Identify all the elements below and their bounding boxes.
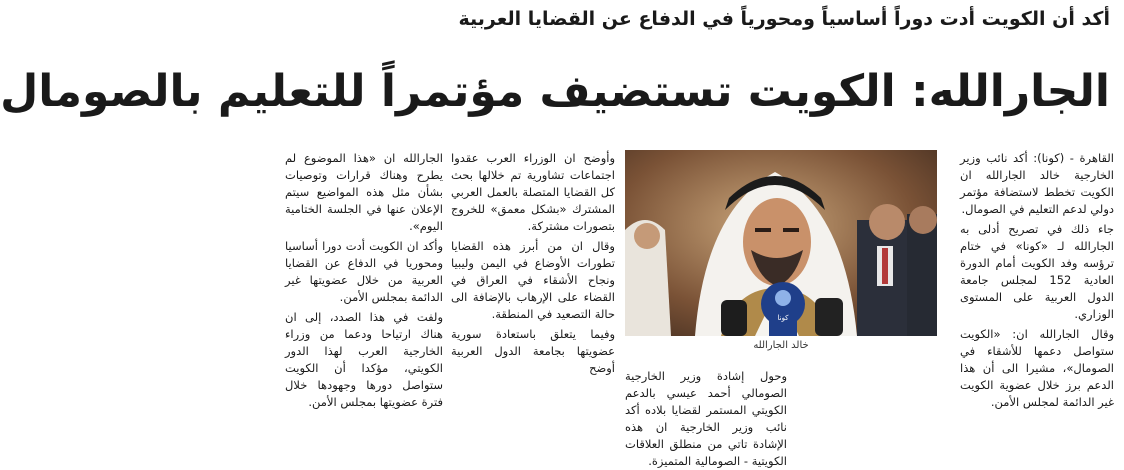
paragraph: وفيما يتعلق باستعادة سورية عضويتها بجامعة الدول العربية أوضح	[451, 327, 615, 375]
paragraph: وأكد ان الكويت أدت دورا أساسيا ومحوريا في الدفاع عن القضايا العربية من خلال عضويتها غير الدائمة بمجلس الأمن.	[285, 239, 443, 304]
paragraph: ولفت في هذا الصدد، إلى ان هناك ارتياحا ودعما من وزراء الخارجية العرب لهذا الدور الكويتي، مؤكدا أن الكويت ستواصل دورها وجهودها خلال فترة عضويتها بمجلس الأمن.	[285, 310, 443, 409]
paragraph: القاهرة - (كونا): أكد نائب وزير الخارجية خالد الجارالله ان الكويت تخطط لاستضافة مؤتمر دولي لدعم التعليم في الصومال.	[960, 151, 1114, 216]
paragraph: وقال ان من أبرز هذه القضايا تطورات الأوضاع في اليمن وليبيا ونجاح الأشقاء في العراق في القضاء على الإرهاب بالإضافة الى حالة التصعيد في المنطقة.	[451, 239, 615, 321]
photo-caption: خالد الجارالله	[753, 340, 809, 351]
article-headline: الجارالله: الكويت تستضيف مؤتمراً للتعليم بالصومال	[0, 66, 1110, 117]
article-column-2	[625, 368, 787, 468]
paragraph: وحول إشادة وزير الخارجية الصومالي أحمد عيسي بالدعم الكويتي المستمر لقضايا بلاده أكد نائب وزير الخارجية ان هذه الإشادة تاتي من منطلق العلاقات الكويتية - الصومالية المتميزة.	[625, 369, 787, 468]
article-photo	[625, 150, 937, 336]
article-column-1	[960, 150, 1114, 448]
paragraph: وأوضح ان الوزراء العرب عقدوا اجتماعات تشاورية تم خلالها بحث كل القضايا المتصلة بالعمل العربي المشترك «بشكل معمق» للخروج بتصورات مشتركة.	[451, 151, 615, 233]
paragraph: الجارالله ان «هذا الموضوع لم يطرح وهناك قرارات وتوصيات بشأن مثل هذه المواضيع سيتم الإعلان عنها في الجلسة الختامية اليوم».	[285, 151, 443, 233]
article-kicker: أكد أن الكويت أدت دوراً أساسياً ومحورياً في الدفاع عن القضايا العربية	[458, 8, 1110, 30]
paragraph: وقال الجارالله ان: «الكويت ستواصل دعمها للأشقاء في الصومال»، مشيرا الى أن هذا الدعم برز خلال عضوية الكويت غير الدائمة لمجلس الأمن.	[960, 327, 1114, 409]
paragraph: جاء ذلك في تصريح أدلى به الجارالله لـ «كونا» في ختام ترؤسه وفد الكويت أمام الدورة العادية 152 لمجلس جامعة الدول العربية على المستوى الوزاري.	[960, 222, 1114, 321]
article-column-3	[451, 150, 615, 448]
mic-logo-text: كونا	[777, 314, 789, 322]
article-column-4	[285, 150, 443, 448]
